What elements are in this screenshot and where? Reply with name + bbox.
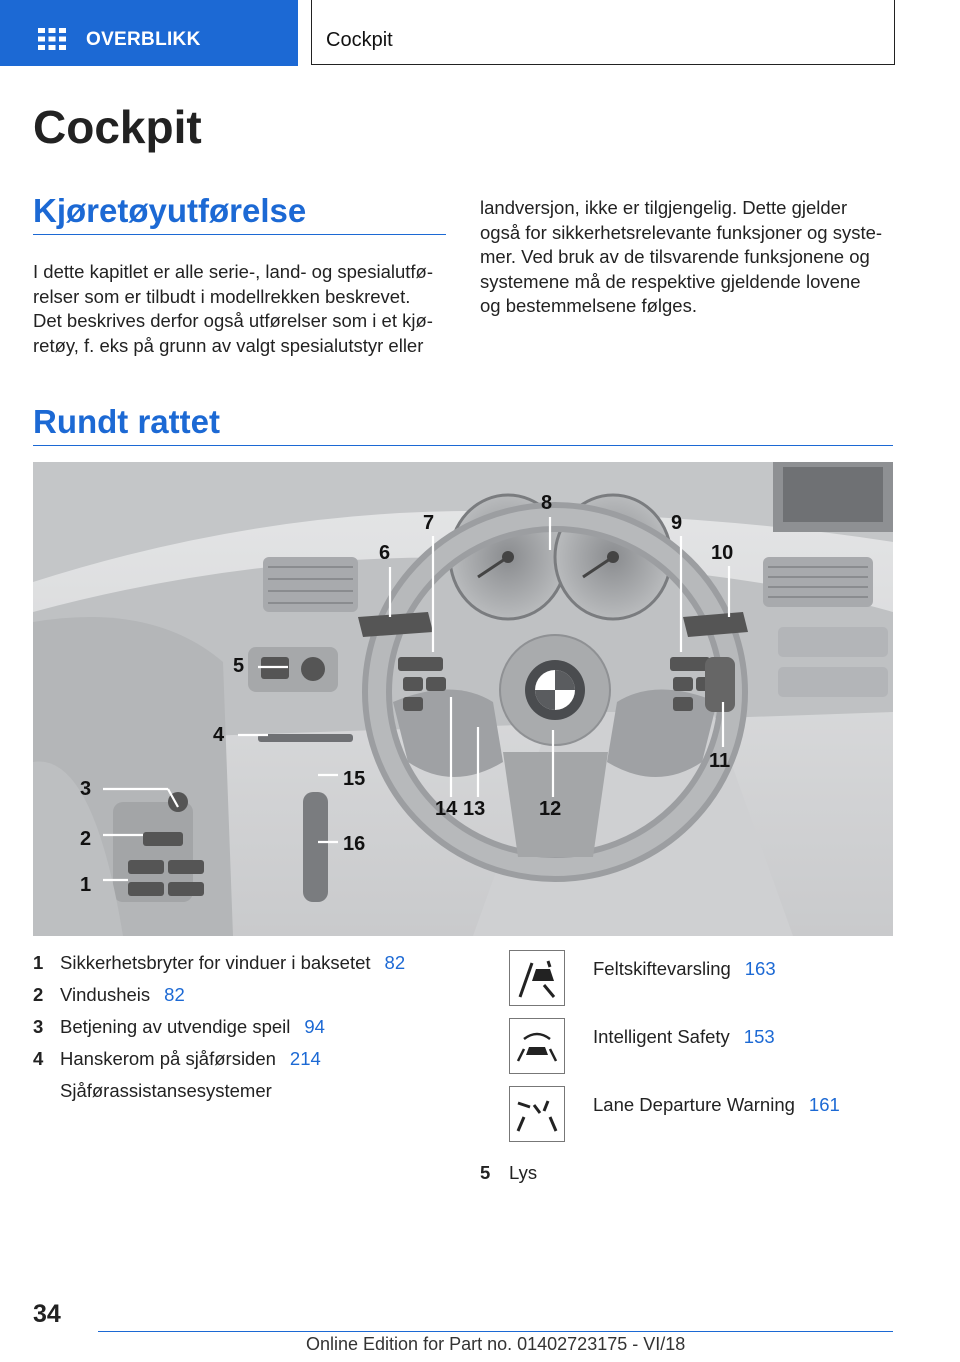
legend-label: Vindusheis (60, 984, 151, 1005)
cockpit-drawing (33, 462, 893, 936)
callout-14: 14 (435, 798, 458, 820)
cockpit-tab-label: Cockpit (326, 29, 393, 51)
page-link[interactable]: 214 (289, 1048, 321, 1069)
legend-number: 1 (33, 952, 44, 973)
lane-change-warning-icon (509, 950, 565, 1006)
footer-rule (98, 1331, 893, 1332)
page-link[interactable]: 153 (743, 1026, 775, 1047)
callout-9: 9 (671, 512, 683, 534)
page-number: 34 (33, 1300, 61, 1328)
callout-8: 8 (541, 492, 553, 514)
text-line: retøy, f. eks på grunn av valgt spesialutstyr eller (33, 334, 424, 356)
page-link[interactable]: 94 (304, 1016, 325, 1037)
system-label: Lane Departure Warning (593, 1094, 795, 1115)
callout-1: 1 (80, 874, 92, 896)
system-label: Intelligent Safety (593, 1026, 730, 1047)
heading-rule (33, 234, 446, 235)
legend-label: Hanskerom på sjåførsiden (60, 1048, 276, 1069)
legend-number: 2 (33, 984, 44, 1005)
legend-number: 5 (480, 1162, 491, 1183)
grid-icon (38, 28, 66, 50)
callout-11: 11 (709, 750, 731, 772)
edition-text: Online Edition for Part no. 01402723175 - VI/18 (306, 1334, 686, 1354)
text-line: systemene må de respektive gjeldende lovene (480, 270, 861, 292)
legend-label: Lys (509, 1162, 538, 1183)
legend-number: 4 (33, 1048, 44, 1069)
callout-7: 7 (423, 512, 435, 534)
around-wheel-heading: Rundt rattet (33, 403, 220, 440)
intelligent-safety-icon (509, 1018, 565, 1074)
overview-tab[interactable] (0, 0, 298, 66)
lane-departure-warning-icon (509, 1086, 565, 1142)
text-line: relser som er tilbudt i modellrekken beskrevet. (33, 285, 411, 307)
page-title: Cockpit (33, 101, 202, 153)
intro-right-column (480, 196, 882, 319)
callout-15: 15 (343, 768, 366, 790)
vehicle-version-heading: Kjøretøyutførelse (33, 192, 307, 229)
callout-3: 3 (80, 778, 92, 800)
callout-10: 10 (711, 542, 734, 564)
cockpit-tab[interactable] (311, 0, 895, 65)
text-line: og bestemmelsene følges. (480, 295, 697, 316)
callout-5: 5 (233, 655, 245, 677)
callout-6: 6 (379, 542, 391, 564)
cockpit-illustration (33, 462, 893, 936)
text-line: også for sikkerhetsrelevante funksjoner og syste- (480, 221, 883, 243)
text-line: Det beskrives derfor også utførelser som i et kjø- (33, 310, 433, 331)
section-rule (33, 445, 893, 446)
intro-left-column (33, 260, 433, 358)
text-line: mer. Ved bruk av de tilsvarende funksjonene og (480, 246, 870, 267)
legend-label: Betjening av utvendige speil (60, 1016, 291, 1037)
overview-label: OVERBLIKK (86, 29, 201, 50)
text-line: I dette kapitlet er alle serie-, land- og spesialutfø- (33, 261, 433, 282)
driver-assistance-label: Sjåførassistansesystemer (60, 1080, 272, 1101)
callout-4: 4 (213, 724, 225, 746)
page-link[interactable]: 163 (744, 958, 776, 979)
system-label: Feltskiftevarsling (593, 958, 731, 979)
text-line: landversjon, ikke er tilgjengelig. Dette gjelder (480, 197, 848, 218)
page-link[interactable]: 82 (384, 952, 406, 973)
callout-12: 12 (539, 798, 562, 820)
page-link[interactable]: 161 (808, 1094, 840, 1115)
callout-16: 16 (343, 833, 366, 855)
callout-2: 2 (80, 828, 92, 850)
top-bar (0, 0, 960, 66)
callout-13: 13 (463, 798, 486, 820)
legend-label: Sikkerhetsbryter for vinduer i baksetet (60, 952, 371, 973)
legend-number: 3 (33, 1016, 44, 1037)
page-link[interactable]: 82 (164, 984, 185, 1005)
